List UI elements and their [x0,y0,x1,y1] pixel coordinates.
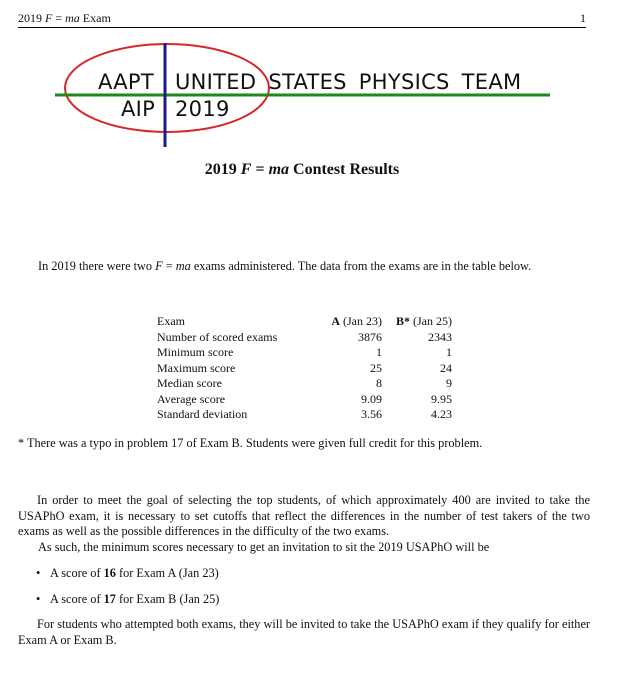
row-value-a: 3876 [358,329,382,344]
header-exam-a: A (Jan 23) [331,314,382,328]
table-header-row [157,314,452,330]
row-value-b: 1 [446,345,452,359]
row-value-a: 8 [376,376,382,390]
bullet-icon: • [36,566,41,580]
logo-graphic [50,40,560,150]
usapt-logo [50,40,560,150]
logo-aip: AIP [121,97,156,121]
row-value-a: 9.09 [361,391,382,406]
cutoff-score-a: 16 [103,566,116,580]
table-row [157,376,452,392]
row-label: Median score [157,376,222,390]
closing-paragraph: For students who attempted both exams, they will be invited to take the USAPhO exam if they qualify for either Exam A or Exam B. [18,617,590,647]
row-label: Number of scored exams [157,329,278,344]
contest-title: 2019 F = ma Contest Results [204,161,400,178]
row-value-b: 9 [446,376,452,390]
logo-team-name: UNITED STATES PHYSICS TEAM [175,70,522,94]
row-value-b: 4.23 [431,407,452,421]
row-value-a: 25 [370,360,382,375]
header-exam: Exam [157,314,185,328]
header-exam-title: 2019 F = ma Exam [18,11,111,25]
table-row [157,345,452,361]
header-formula: F [45,11,53,25]
typo-footnote: * There was a typo in problem 17 of Exam B. Students were given full credit for this problem. [18,436,483,450]
row-label: Maximum score [157,360,236,375]
intro-paragraph: In 2019 there were two F = ma exams administered. The data from the exams are in the table below. [38,259,532,273]
list-item: • A score of 16 for Exam A (Jan 23) [36,566,219,580]
row-value-a: 1 [376,345,382,359]
row-value-b: 24 [440,360,452,375]
cutoff-score-b: 17 [103,592,116,606]
table-row [157,361,452,377]
row-value-a: 3.56 [361,407,382,421]
cutoff-paragraph: In order to meet the goal of selecting the top students, of which approximately 400 are invited to take the USAPhO exam, it is necessary to set cutoffs that reflect the differences in the number of test takers of the two exams as well as the possible differences in the difficulty of the two exams. [18,493,590,538]
row-value-b: 9.95 [431,391,452,406]
running-header [18,11,586,28]
table-row [157,392,452,408]
table-row [157,407,452,423]
row-value-b: 2343 [428,329,452,344]
header-exam-b: B* (Jan 25) [395,314,452,328]
bullet-icon: • [36,592,41,606]
table-row [157,330,452,346]
list-item: • A score of 17 for Exam B (Jan 25) [36,592,220,606]
logo-year: 2019 [175,97,230,121]
row-label: Standard deviation [157,407,248,421]
results-table [157,314,452,423]
row-label: Minimum score [157,345,234,359]
as-such-sentence: As such, the minimum scores necessary to get an invitation to sit the 2019 USAPhO will be [38,540,490,554]
page-number: 1 [580,11,586,25]
logo-aapt: AAPT [98,70,155,94]
row-label: Average score [157,391,226,406]
